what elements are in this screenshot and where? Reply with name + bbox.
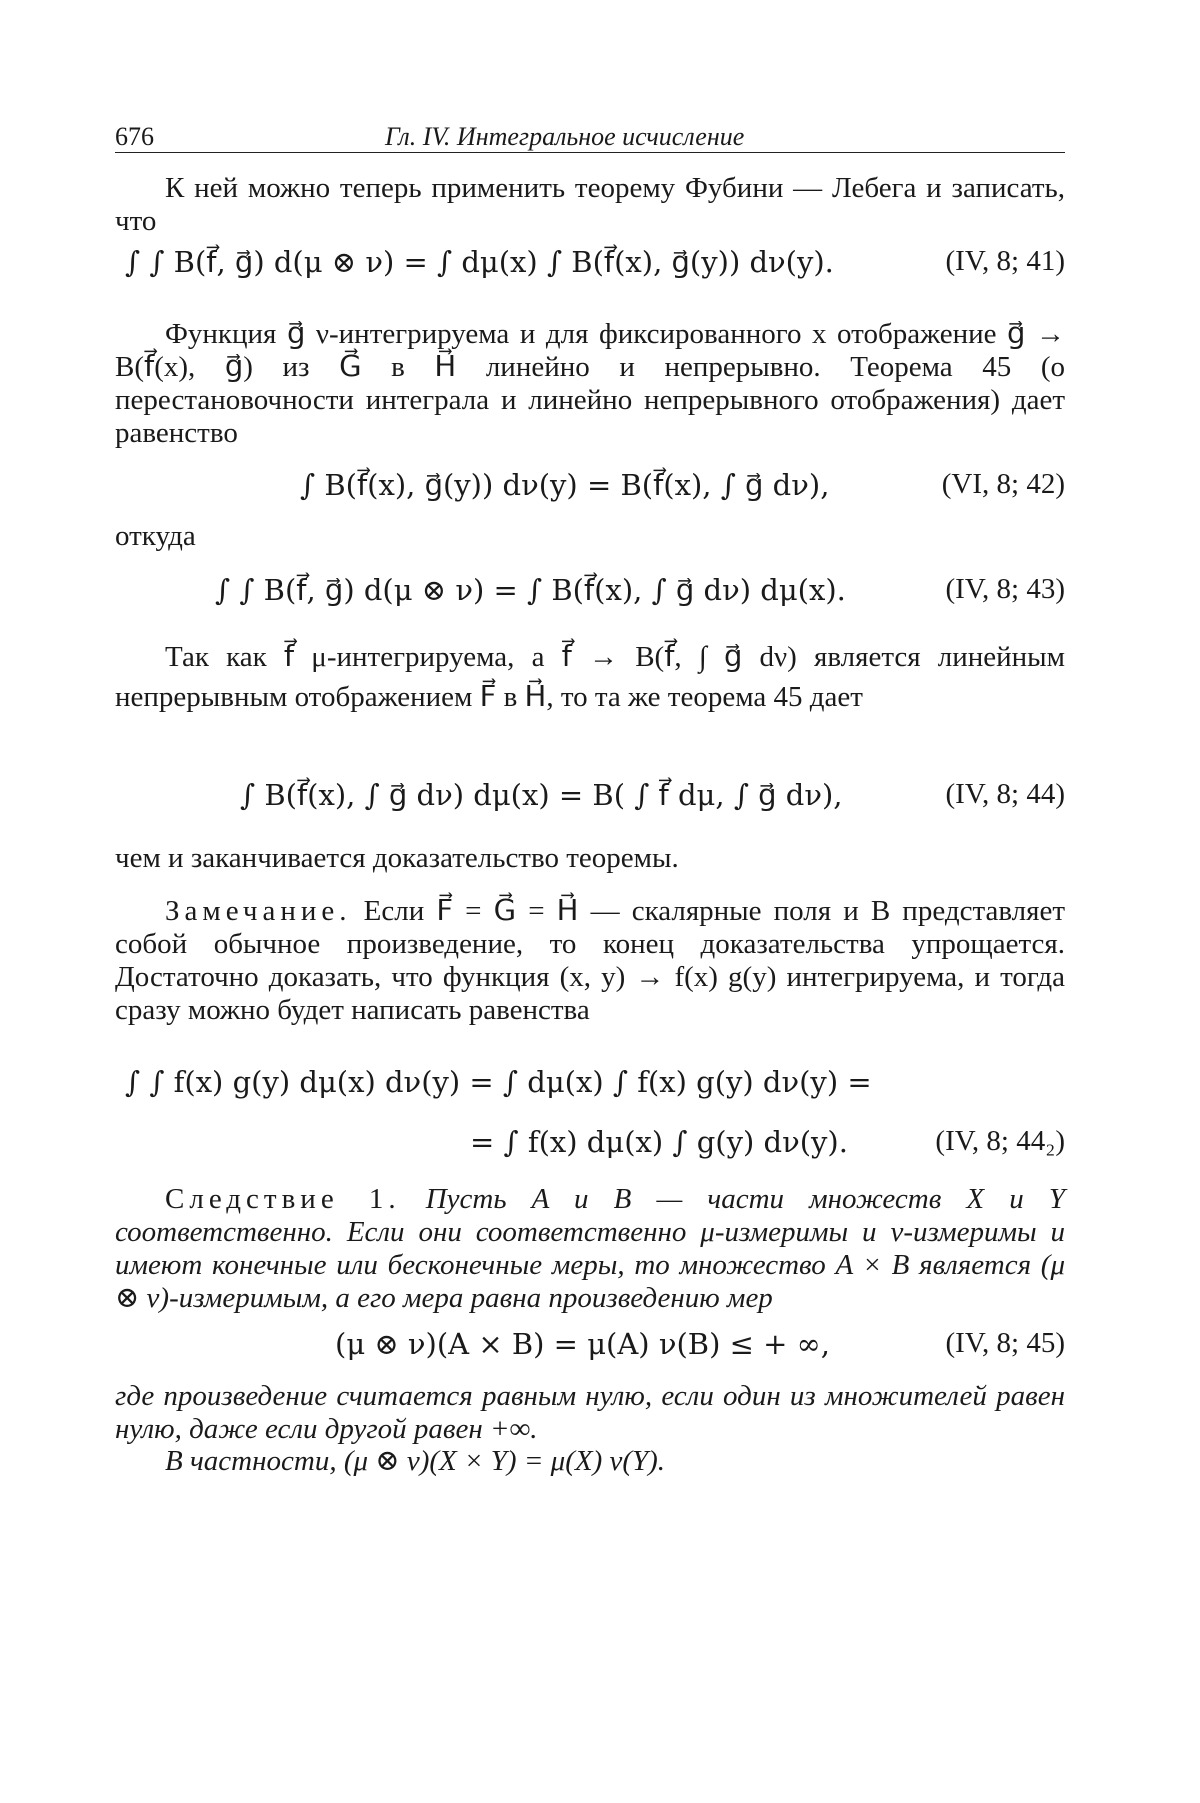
equation-45: (μ ⊗ ν)(A × B) = μ(A) ν(B) ≤ + ∞, — [335, 1327, 831, 1361]
paragraph-corollary — [115, 1183, 1065, 1315]
equation-43: ∫ ∫ B(f⃗, g⃗) d(μ ⊗ ν) = ∫ B(f⃗(x), ∫ g⃗ dν) dμ(x). — [215, 573, 846, 607]
equation-44-2-number: (IV, 8; 44₂) — [935, 1125, 1065, 1157]
paragraph-product-zero: где произведение считается равным нулю, если один из множителей равен нулю, даже если другой равен +∞. — [115, 1380, 1065, 1445]
paragraph-proof-end: чем и заканчивается доказательство теоремы. — [115, 842, 679, 874]
equation-44-2-line1: ∫ ∫ f(x) g(y) dμ(x) dν(y) = ∫ dμ(x) ∫ f(x) g(y) dν(y) = — [125, 1065, 872, 1099]
paragraph-in-particular: В частности, (μ ⊗ ν)(X × Y) = μ(X) ν(Y). — [165, 1445, 666, 1477]
running-header — [115, 118, 1065, 153]
paragraph-remark — [115, 895, 1065, 1027]
paragraph-function-g: Функция g⃗ ν-интегрируема и для фиксированного x отображение g⃗ → B(f⃗(x), g⃗) из G⃗ в H⃗ линейно и непрерывно. Теорема 45 (о перестановочности интеграла и линейно непрерывного отображения) дает равенство — [115, 318, 1065, 449]
equation-42-number: (VI, 8; 42) — [941, 468, 1065, 500]
equation-44-2-line2: = ∫ f(x) dμ(x) ∫ g(y) dν(y). — [470, 1125, 848, 1159]
equation-44-number: (IV, 8; 44) — [945, 778, 1065, 810]
equation-41-number: (IV, 8; 41) — [945, 245, 1065, 277]
remark-label: Замечание. — [165, 895, 352, 927]
paragraph-f-integrable: Так как f⃗ μ-интегрируема, а f⃗ → B(f⃗, ∫ g⃗ dν) является линейным непрерывным отображением F⃗ в H⃗, то та же теорема 45 дает — [115, 641, 1065, 713]
corollary-text: Пусть A и B — части множеств X и Y соответственно. Если они соответственно μ-измеримы и ν-измеримы и имеют конечные или бесконечные меры, то множество A × B является (μ ⊗ ν)-измеримым, а его мера равна произведению мер — [115, 1183, 1066, 1314]
equation-44: ∫ B(f⃗(x), ∫ g⃗ dν) dμ(x) = B( ∫ f⃗ dμ, ∫ g⃗ dν), — [240, 778, 843, 812]
remark-text: Если F⃗ = G⃗ = H⃗ — скалярные поля и B представляет собой обычное произведение, то конец доказательства упрощается. Достаточно доказать, что функция (x, y) → f(x) g(y) интегрируема, и тогда сразу можно будет написать равенства — [115, 895, 1066, 1026]
corollary-label: Следствие 1. — [165, 1183, 401, 1215]
running-title: Гл. IV. Интегральное исчисление — [385, 122, 745, 151]
paragraph-intro: К ней можно теперь применить теорему Фубини — Лебега и записать, что — [115, 172, 1065, 237]
equation-41: ∫ ∫ B(f⃗, g⃗) d(μ ⊗ ν) = ∫ dμ(x) ∫ B(f⃗(x), g⃗(y)) dν(y). — [125, 245, 834, 279]
equation-42: ∫ B(f⃗(x), g⃗(y)) dν(y) = B(f⃗(x), ∫ g⃗ dν), — [300, 468, 830, 502]
equation-45-number: (IV, 8; 45) — [945, 1327, 1065, 1359]
page-number: 676 — [115, 122, 154, 151]
word-otkuda: откуда — [115, 520, 196, 552]
equation-43-number: (IV, 8; 43) — [945, 573, 1065, 605]
